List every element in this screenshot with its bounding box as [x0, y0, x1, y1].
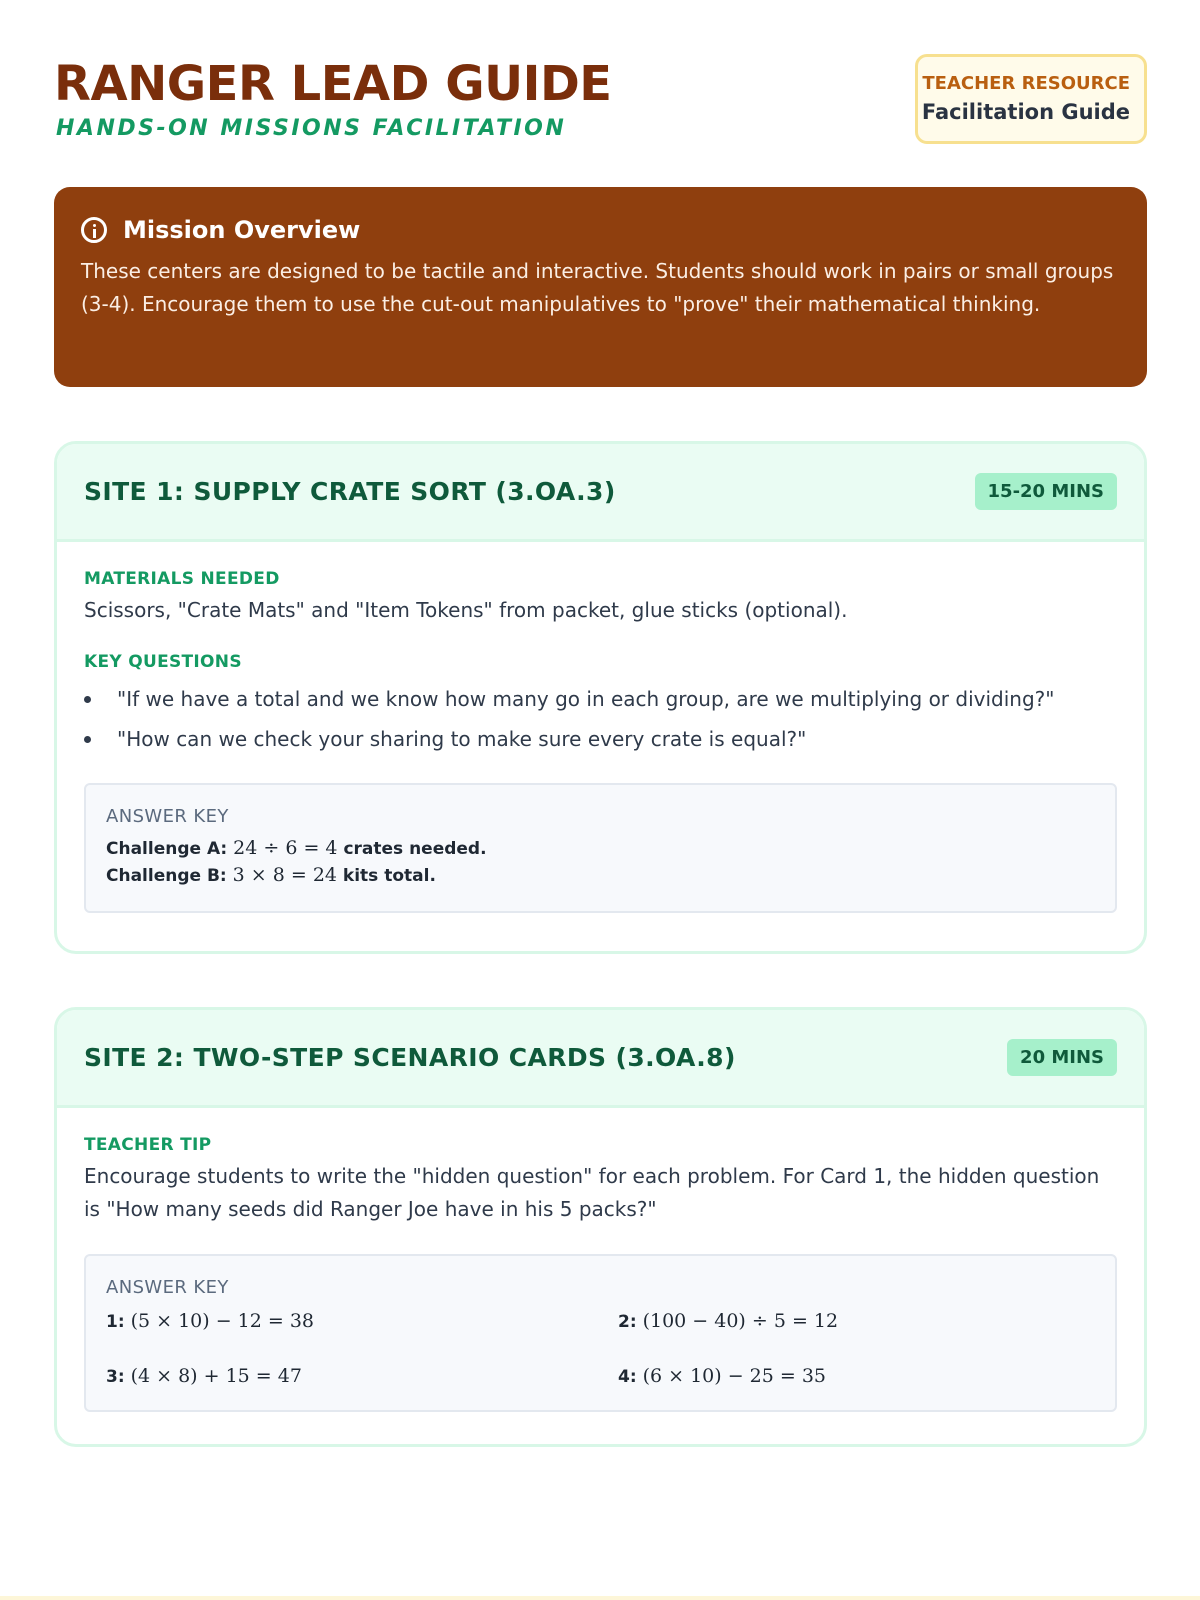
overview-title: Mission Overview	[123, 216, 361, 244]
mission-overview-panel	[54, 187, 1147, 387]
guide-page	[54, 0, 1147, 1387]
site-2-body	[57, 1108, 1144, 1412]
resource-label: Facilitation Guide	[921, 100, 1130, 124]
site-1-body	[57, 542, 1144, 913]
site-2-answer-key	[84, 1254, 1117, 1412]
answer-math: (100 − 40) ÷ 5 = 12	[642, 1310, 839, 1332]
answer-line	[106, 862, 1095, 889]
page-title: RANGER LEAD GUIDE	[54, 56, 612, 112]
site-1-title: SITE 1: SUPPLY CRATE SORT (3.OA.3)	[84, 477, 616, 506]
answer-item	[106, 1361, 618, 1392]
site-1-answer-key	[84, 783, 1117, 913]
site-2-time-badge: 20 MINS	[1007, 1039, 1117, 1076]
materials-text: Scissors, "Crate Mats" and "Item Tokens" from packet, glue sticks (optional).	[84, 598, 848, 622]
answer-label: Challenge A:	[106, 839, 228, 859]
answer-key-label: ANSWER KEY	[106, 1277, 229, 1298]
answer-key-label: ANSWER KEY	[106, 806, 229, 827]
site-2-header	[57, 1010, 1144, 1108]
page-subtitle: HANDS-ON MISSIONS FACILITATION	[56, 116, 567, 141]
materials-label: MATERIALS NEEDED	[84, 569, 280, 589]
answer-suffix: crates needed.	[343, 839, 487, 859]
footer-strip	[0, 1596, 1200, 1600]
answer-math: 3 × 8 = 24	[232, 864, 337, 886]
key-questions-list	[84, 679, 1117, 759]
answer-label: 1:	[106, 1312, 125, 1332]
site-1-card	[54, 441, 1147, 954]
answer-label: Challenge B:	[106, 866, 227, 886]
teacher-resource-badge	[915, 54, 1147, 144]
answer-item	[618, 1361, 1078, 1392]
answer-item	[106, 1306, 618, 1337]
answer-label: 2:	[618, 1312, 637, 1332]
teacher-tip-label: TEACHER TIP	[84, 1135, 212, 1155]
answer-math: (4 × 8) + 15 = 47	[130, 1365, 302, 1387]
site-1-time-badge: 15-20 MINS	[975, 473, 1117, 510]
answer-grid	[106, 1306, 1095, 1392]
overview-text: These centers are designed to be tactile and interactive. Students should work in pairs or small groups (3-4). Encourage them to use the cut-out manipulatives to "prove" their mathematical thinking.	[81, 259, 1114, 316]
answer-suffix: kits total.	[342, 866, 436, 886]
answer-math: (6 × 10) − 25 = 35	[642, 1365, 827, 1387]
answer-math: (5 × 10) − 12 = 38	[130, 1310, 315, 1332]
site-2-card	[54, 1007, 1147, 1447]
question-item: "If we have a total and we know how many go in each group, are we multiplying or dividing?"	[84, 679, 1117, 719]
site-1-header	[57, 444, 1144, 542]
key-questions-label: KEY QUESTIONS	[84, 652, 242, 672]
answer-label: 4:	[618, 1367, 637, 1387]
resource-kicker: TEACHER RESOURCE	[922, 73, 1130, 94]
site-2-title: SITE 2: TWO-STEP SCENARIO CARDS (3.OA.8)	[84, 1043, 736, 1072]
answer-math: 24 ÷ 6 = 4	[233, 837, 338, 859]
overview-header	[81, 215, 1117, 245]
page-header	[54, 0, 1147, 150]
info-icon	[81, 217, 107, 243]
question-item: "How can we check your sharing to make sure every crate is equal?"	[84, 719, 1117, 759]
answer-label: 3:	[106, 1367, 125, 1387]
answer-item	[618, 1306, 1078, 1337]
answer-line	[106, 835, 1095, 862]
teacher-tip-text: Encourage students to write the "hidden question" for each problem. For Card 1, the hidden question is "How many seeds did Ranger Joe have in his 5 packs?"	[84, 1164, 1100, 1221]
